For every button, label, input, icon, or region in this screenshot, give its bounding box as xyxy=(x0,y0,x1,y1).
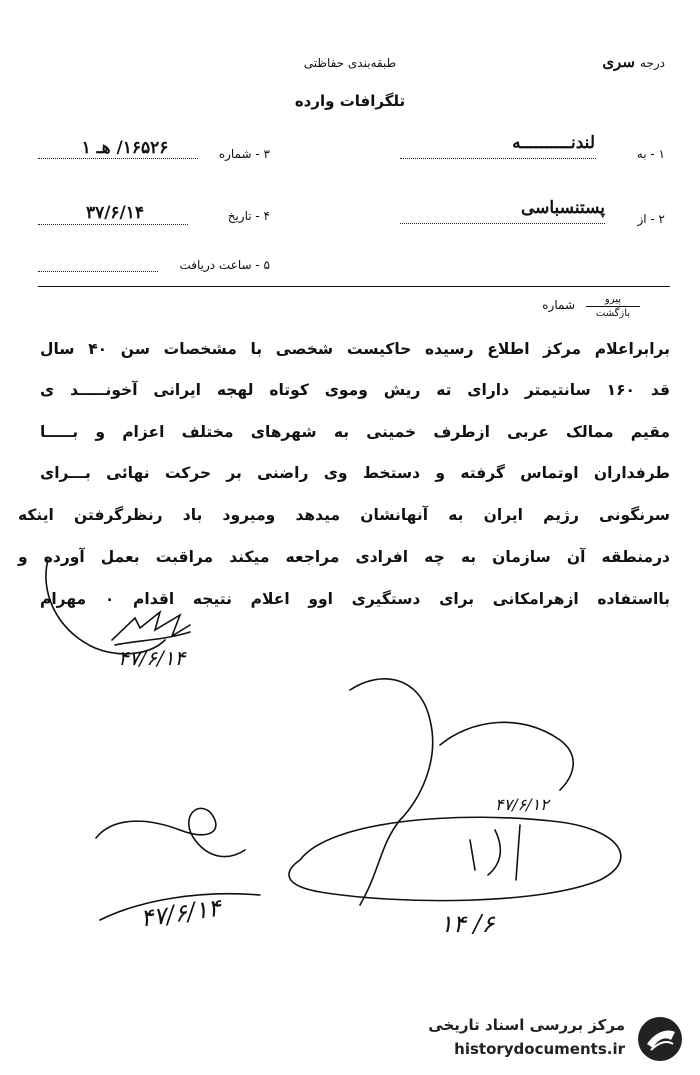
body-line-7: بااستفاده ازهرامکانی برای دستگیری اوو اعلام نتیجه اقدام ۰ مهرام xyxy=(40,590,670,608)
watermark-name: مرکز بررسی اسناد تاریخی xyxy=(428,1016,625,1034)
body-line-6: درمنطقه آن سازمان به چه افرادی مراجعه میکند مراقبت بعمل آورده و xyxy=(18,548,670,566)
to-label: ۱ - به xyxy=(636,147,665,161)
reference-bottom: بازگشت xyxy=(595,308,631,319)
annotation-date-1: ۴۷/۶/۱۴ xyxy=(118,646,186,670)
degree-value: سری xyxy=(602,53,635,71)
signature-scribble-4 xyxy=(470,825,520,880)
classification-label: طبقه‌بندی حفاظتی xyxy=(303,56,397,70)
watermark xyxy=(420,1012,690,1067)
body-line-4: طرفداران اوتماس گرفته و دستخط وی راضنی بر حرکت نهائی بـــرای xyxy=(40,464,670,482)
from-label: ۲ - از xyxy=(637,212,665,226)
signature-scribble-1b xyxy=(115,632,190,645)
signature-ellipse xyxy=(289,817,621,900)
received-label: ۵ - ساعت دریافت xyxy=(179,258,270,272)
date-label: ۴ - تاریخ xyxy=(227,209,270,223)
reference-top: پیرو xyxy=(604,294,622,305)
body-line-5: سرنگونی رژیم ایران به آنهانشان میدهد ومیرود باد رنظرگرفتن اینکه xyxy=(18,506,670,524)
signature-scribble-3 xyxy=(96,808,245,856)
annotation-date-4: ۱۴ /۶ xyxy=(440,910,495,938)
signature-loop xyxy=(350,679,433,905)
watermark-logo-icon xyxy=(635,1014,685,1064)
degree-label: درجه xyxy=(640,56,665,70)
annotation-date-3: ۴۷/۶/۱۴ xyxy=(138,893,223,933)
number-value: ۱۶۵۲۶/ هـ ۱ xyxy=(81,138,169,158)
body-line-2: قد ۱۶۰ سانتیمتر دارای ته ریش وموی کوتاه لهجه ایرانی آخونـــــد ی xyxy=(40,381,670,399)
reference-number-label: شماره xyxy=(542,298,575,312)
annotation-date-2: ۴۷/۶/۱۲ xyxy=(495,795,549,814)
number-label: ۳ - شماره xyxy=(218,147,270,161)
document-title: تلگرافات وارده xyxy=(294,92,406,110)
signature-scribble-2 xyxy=(440,722,573,790)
body-line-3: مقیم ممالک عربی ازطرف خمینی به شهرهای مختلف اعزام و بـــــا xyxy=(40,423,670,441)
body-line-1: برابراعلام مرکز اطلاع رسیده حاکیست شخصی با مشخصات سن ۴۰ سال xyxy=(40,340,671,358)
watermark-url: historydocuments.ir xyxy=(454,1040,625,1058)
to-value: لندنــــــــــه xyxy=(512,133,595,153)
from-value: پستنسباسی xyxy=(520,198,605,218)
date-value: ۳۷/۶/۱۴ xyxy=(85,203,145,223)
